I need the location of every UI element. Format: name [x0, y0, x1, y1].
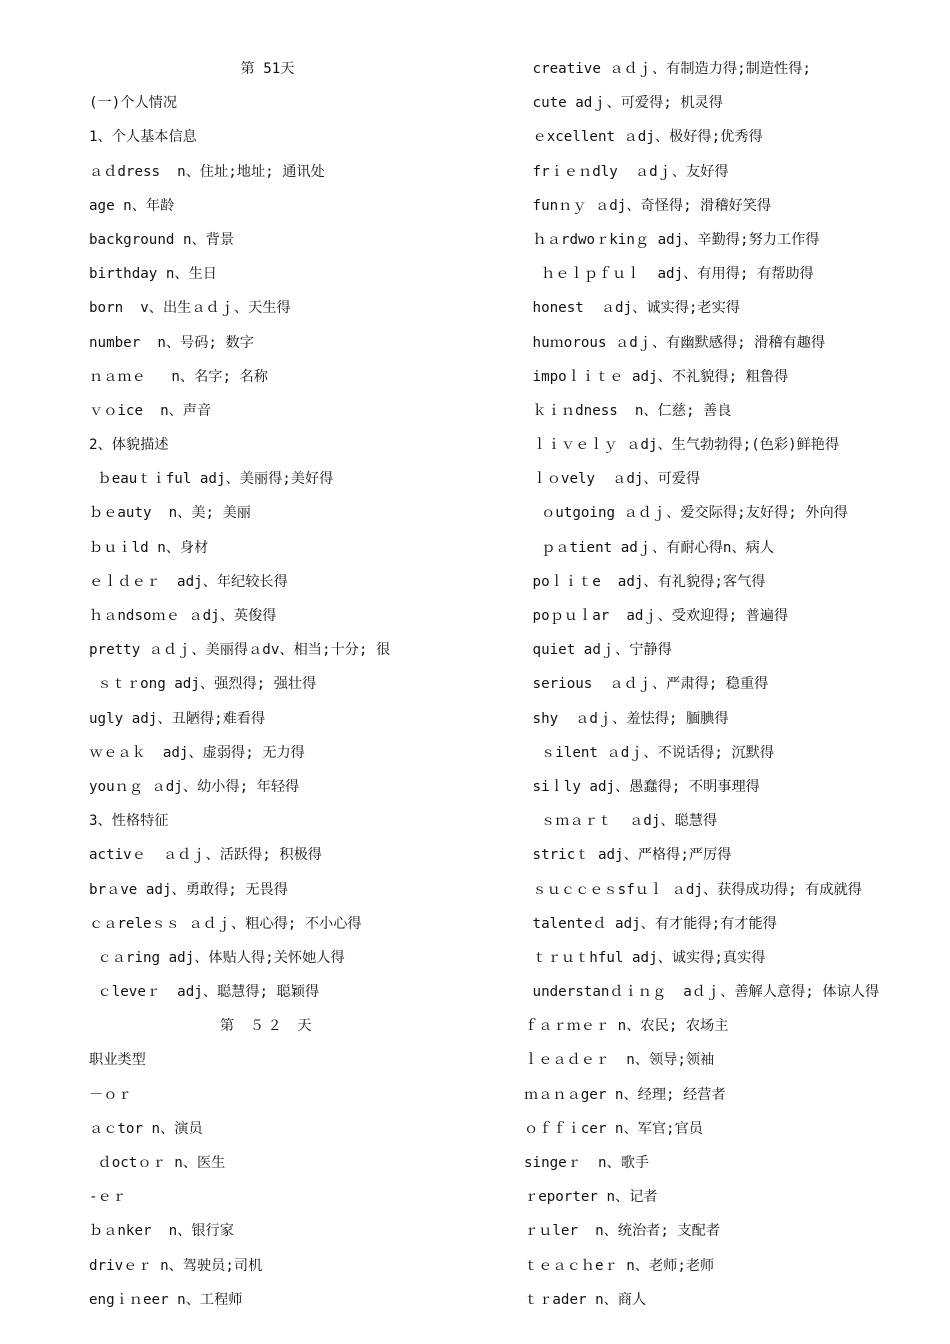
- right-entry: funｎｙ ａdj、奇怪得; 滑稽好笑得: [524, 197, 772, 214]
- left-entry: 2、体貌描述: [89, 437, 169, 454]
- right-entry: ｆａｒｍｅｒ n、农民; 农场主: [524, 1018, 729, 1035]
- left-entry: birthday n、生日: [89, 266, 217, 283]
- right-entry: stricｔ adj、严格得;严厉得: [524, 847, 732, 864]
- right-entry: ｈａrdwoｒkinｇ adj、辛勤得;努力工作得: [524, 231, 820, 248]
- section-heading: 第 51天: [240, 61, 295, 77]
- right-entry: ｓｕｃｃｅｓsfｕｌ ａdj、获得成功得; 有成就得: [524, 881, 862, 898]
- right-entry: ｔｒｕｔhful adj、诚实得;真实得: [524, 949, 766, 966]
- right-entry: ｍａｎａger n、经理; 经营者: [524, 1086, 726, 1103]
- right-column: [524, 52, 944, 1317]
- right-entry: ｌｉｖｅｌｙ ａdj、生气勃勃得;(色彩)鲜艳得: [524, 437, 840, 454]
- left-entry: ugly adj、丑陋得;难看得: [89, 710, 266, 727]
- left-entry: ｂｅauty n、美; 美丽: [89, 505, 251, 522]
- right-entry: creative ａｄｊ、有制造力得;制造性得;: [524, 61, 811, 77]
- right-entry: ｋｉｎdness n、仁慈; 善良: [524, 402, 732, 419]
- right-entry: ｒeporter n、记者: [524, 1189, 658, 1206]
- right-entry: shy ａdｊ、羞怯得; 腼腆得: [524, 710, 729, 727]
- left-entry: 3、性格特征: [89, 813, 169, 830]
- left-entry: pretty ａｄｊ、美丽得ａdv、相当;十分; 很: [89, 642, 391, 659]
- left-entry: ｃａring adj、体贴人得;关怀她人得: [89, 949, 345, 966]
- right-entry: understanｄｉｎｇ aｄｊ、善解人意得; 体谅人得: [524, 984, 880, 1001]
- right-entry: ｒｕler n、统治者; 支配者: [524, 1223, 721, 1240]
- left-entry: number n、号码; 数字: [89, 334, 254, 351]
- right-entry: ｔｒader n、商人: [524, 1291, 647, 1308]
- left-entry: engｉｎeer n、工程师: [89, 1291, 243, 1308]
- left-entry: 职业类型: [89, 1052, 146, 1069]
- left-entry: ａｃtor n、演员: [89, 1120, 203, 1137]
- right-entry: impoｌｉｔｅ adj、不礼貌得; 粗鲁得: [524, 368, 789, 385]
- right-entry: frｉｅｎdly ａdｊ、友好得: [524, 163, 729, 180]
- left-entry: ｃleveｒ adj、聪慧得; 聪颖得: [89, 984, 320, 1001]
- left-entry: drivｅｒ n、驾驶员;司机: [89, 1257, 263, 1274]
- left-entry: ｂeauｔｉful adj、美丽得;美好得: [89, 471, 334, 488]
- left-entry: －ｏｒ: [89, 1086, 132, 1103]
- right-entry: quiet adｊ、宁静得: [524, 642, 672, 659]
- left-entry: -ｅｒ: [89, 1189, 126, 1206]
- left-entry: youｎｇ ａdj、幼小得; 年轻得: [89, 778, 300, 795]
- left-entry: born v、出生ａｄｊ、天生得: [89, 300, 291, 317]
- right-entry: honest ａdj、诚实得;老实得: [524, 300, 740, 317]
- left-entry: ｖｏice n、声音: [89, 402, 212, 419]
- left-entry: ｃａreleｓｓ ａｄｊ、粗心得; 不小心得: [89, 915, 362, 932]
- right-entry: huｍorous ａdｊ、有幽默感得; 滑稽有趣得: [524, 334, 826, 351]
- right-entry: poｐｕｌar adｊ、受欢迎得; 普遍得: [524, 608, 789, 624]
- right-entry: ｓilent ａdｊ、不说话得; 沉默得: [524, 744, 775, 761]
- right-entry: talenteｄ adj、有才能得;有才能得: [524, 915, 777, 932]
- right-entry: poｌｉｔe adj、有礼貌得;客气得: [524, 573, 766, 590]
- left-entry: age n、年龄: [89, 197, 175, 214]
- right-entry: serious ａｄｊ、严肃得; 稳重得: [524, 676, 769, 693]
- left-entry: background n、背景: [89, 231, 235, 248]
- left-column: [89, 52, 489, 1317]
- left-entry: ｈａndsoｍｅ ａdj、英俊得: [89, 608, 277, 624]
- right-entry: cute adｊ、可爱得; 机灵得: [524, 95, 723, 112]
- right-entry: ｈｅｌｐｆｕｌ adj、有用得; 有帮助得: [524, 266, 814, 283]
- left-entry: brａve adj、勇敢得; 无畏得: [89, 881, 288, 898]
- left-entry: ｄoctｏｒ n、医生: [89, 1155, 226, 1171]
- right-entry: siｌly adj、愚蠢得; 不明事理得: [524, 778, 760, 795]
- right-entry: ｏutgoing ａｄｊ、爱交际得;友好得; 外向得: [524, 505, 848, 522]
- right-entry: ｌｅａｄｅｒ n、领导;领袖: [524, 1052, 715, 1069]
- right-entry: ｐａtient adｊ、有耐心得n、病人: [524, 539, 775, 556]
- right-entry: ｔｅａｃｈeｒ n、老师;老师: [524, 1257, 715, 1274]
- section-heading: 第 ５２ 天: [219, 1018, 316, 1035]
- left-entry: 1、个人基本信息: [89, 129, 197, 146]
- left-entry: ｓｔｒong adj、强烈得; 强壮得: [89, 676, 317, 693]
- right-entry: singeｒ n、歌手: [524, 1155, 650, 1171]
- left-entry: ｎａｍｅ n、名字; 名称: [89, 368, 268, 385]
- left-entry: ｗｅａｋ adj、虚弱得; 无力得: [89, 744, 305, 761]
- right-entry: ｏｆｆｉcer n、军官;官员: [524, 1120, 703, 1137]
- left-entry: ｅｌｄｅｒ adj、年纪较长得: [89, 573, 288, 590]
- left-entry: ｂｕｉld n、身材: [89, 539, 209, 556]
- left-entry: ａｄdress n、住址;地址; 通讯处: [89, 163, 325, 180]
- left-entry: (一)个人情况: [89, 95, 178, 112]
- right-entry: ｌｏvely ａdj、可爱得: [524, 471, 701, 488]
- left-entry: ｂａnker n、银行家: [89, 1223, 234, 1240]
- left-entry: activｅ ａｄｊ、活跃得; 积极得: [89, 847, 322, 864]
- right-entry: ｓｍａｒｔ ａdj、聪慧得: [524, 813, 718, 830]
- right-entry: ｅxcellent ａdj、极好得;优秀得: [524, 129, 763, 146]
